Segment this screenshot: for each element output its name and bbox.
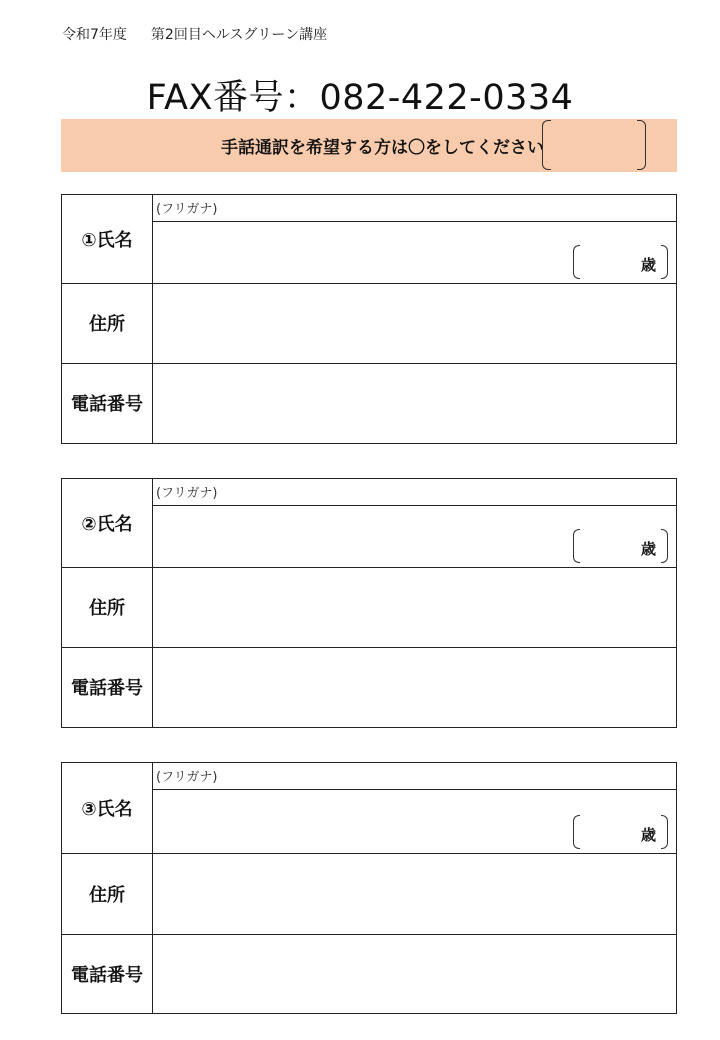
phone-row	[62, 647, 676, 727]
name-field[interactable]	[152, 763, 676, 853]
address-label: 住所	[62, 567, 153, 647]
phone-row	[62, 934, 676, 1013]
age-input-box[interactable]	[573, 529, 668, 563]
name-field[interactable]	[152, 479, 676, 567]
bracket-right	[661, 529, 668, 563]
sign-language-banner	[61, 119, 677, 172]
fiscal-year: 令和7年度	[62, 27, 127, 43]
name-row	[62, 763, 676, 853]
course-name: 第2回目ヘルスグリーン講座	[150, 27, 328, 43]
address-label: 住所	[62, 283, 153, 363]
entry-form-1	[61, 194, 677, 444]
address-field[interactable]	[152, 283, 676, 363]
entry-form-2	[61, 478, 677, 728]
furigana-label: (フリガナ)	[156, 770, 218, 785]
address-label: 住所	[62, 853, 153, 934]
bracket-left	[573, 529, 580, 563]
age-suffix: 歳	[640, 826, 656, 844]
fax-number-title: FAX番号：082-422-0334	[146, 78, 574, 118]
phone-field[interactable]	[152, 363, 676, 443]
header-line	[62, 24, 351, 44]
phone-label: 電話番号	[62, 647, 153, 727]
name-field[interactable]	[152, 195, 676, 283]
sign-language-mark-box[interactable]	[542, 120, 646, 170]
phone-label: 電話番号	[62, 363, 153, 443]
furigana-label: (フリガナ)	[156, 486, 218, 501]
name-row	[62, 195, 676, 283]
furigana-divider	[152, 789, 676, 790]
address-field[interactable]	[152, 567, 676, 647]
bracket-right	[661, 245, 668, 279]
banner-text: 手話通訳を希望する方は〇をしてください	[221, 138, 544, 158]
furigana-divider	[152, 221, 676, 222]
furigana-label: (フリガナ)	[156, 202, 218, 217]
phone-field[interactable]	[152, 647, 676, 727]
bracket-right	[661, 815, 668, 849]
age-input-box[interactable]	[573, 815, 668, 849]
phone-row	[62, 363, 676, 443]
bracket-left	[573, 245, 580, 279]
phone-label: 電話番号	[62, 934, 153, 1013]
name-label: ②氏名	[62, 479, 153, 567]
age-input-box[interactable]	[573, 245, 668, 279]
address-field[interactable]	[152, 853, 676, 934]
age-suffix: 歳	[640, 256, 656, 274]
name-label: ③氏名	[62, 763, 153, 853]
age-suffix: 歳	[640, 540, 656, 558]
name-row	[62, 479, 676, 567]
bracket-left	[542, 120, 551, 170]
phone-field[interactable]	[152, 934, 676, 1013]
address-row	[62, 567, 676, 647]
bracket-right	[637, 120, 646, 170]
address-row	[62, 283, 676, 363]
address-row	[62, 853, 676, 934]
name-label: ①氏名	[62, 195, 153, 283]
entry-form-3	[61, 762, 677, 1014]
furigana-divider	[152, 505, 676, 506]
bracket-left	[573, 815, 580, 849]
